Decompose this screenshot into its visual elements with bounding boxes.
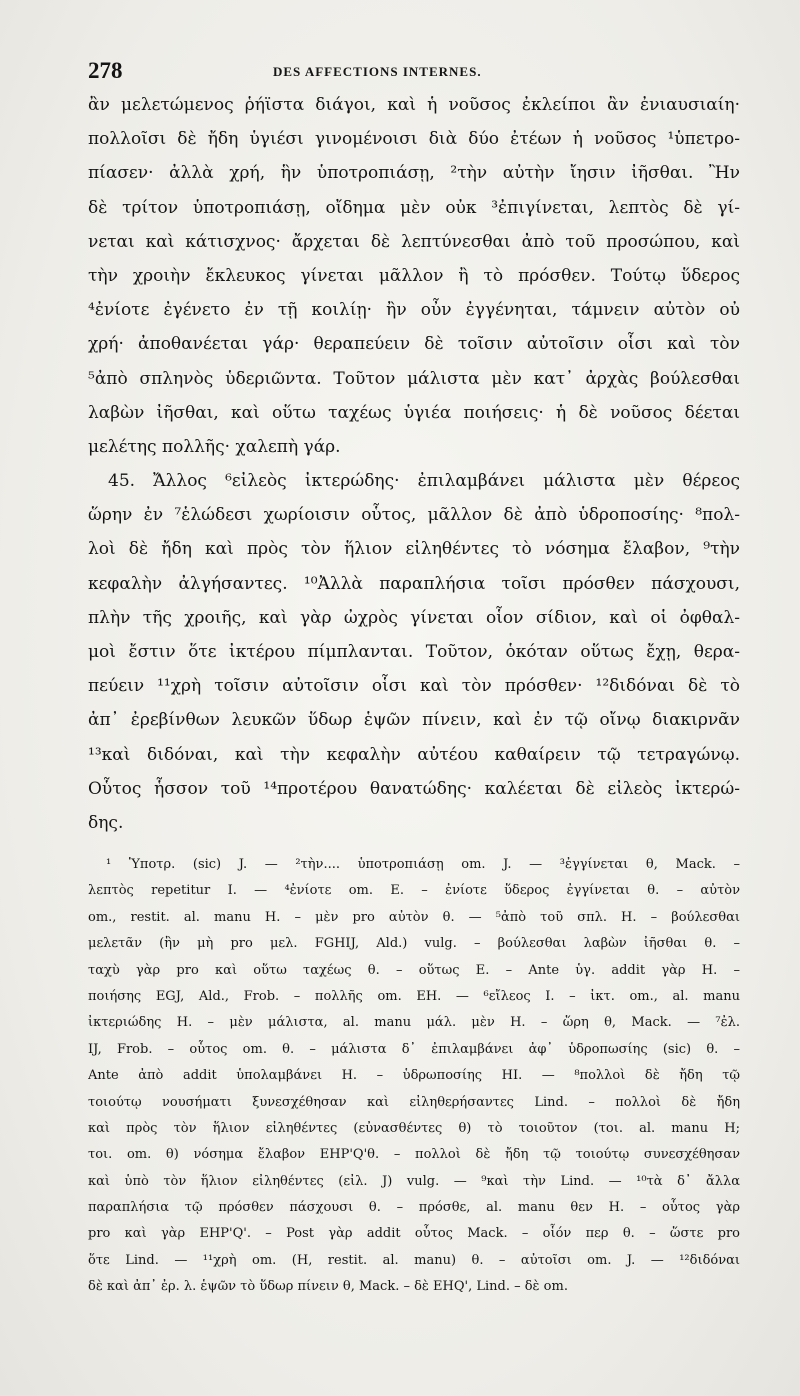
footnotes bbox=[88, 852, 740, 1301]
footnote-line: τοι. om. θ) νόσημα ἔλαβον EHP'Q'θ. – πολλοὶ δὲ ἤδη τῷ τοιούτῳ συνεσχέθησαν bbox=[88, 1147, 740, 1163]
text-line: πίασεν· ἀλλὰ χρή, ἣν ὑποτροπιάσῃ, ²τὴν αὐτὴν ἴησιν ἰῆσθαι. Ἢν bbox=[88, 163, 740, 184]
footnote-line: ἰκτεριώδης H. – μὲν μάλιστα, al. manu μάλ. μὲν H. – ὥρη θ, Mack. — ⁷ἐλ. bbox=[88, 1015, 740, 1031]
text-line: κεφαλὴν ἀλγήσαντες. ¹⁰Ἀλλὰ παραπλήσια τοῖσι πρόσθεν πάσχουσι, bbox=[88, 573, 740, 594]
text-line: τὴν χροιὴν ἔκλευκος γίνεται μᾶλλον ἢ τὸ πρόσθεν. Τούτῳ ὕδερος bbox=[88, 265, 740, 286]
text-line: πλὴν τῆς χροιῆς, καὶ γὰρ ὠχρὸς γίνεται οἷον σίδιον, καὶ οἱ ὀφθαλ- bbox=[88, 607, 740, 628]
text-line: ⁵ἀπὸ σπληνὸς ὑδεριῶντα. Τοῦτον μάλιστα μὲν κατ᾽ ἀρχὰς βούλεσθαι bbox=[88, 368, 740, 389]
text-line: μελέτης πολλῆς· χαλεπὴ γάρ. bbox=[88, 436, 341, 457]
footnote-line: Ante ἀπὸ addit ὑπολαμβάνει H. – ὑδρωποσίης HI. — ⁸πολλοὶ δὲ ἤδη τῷ bbox=[88, 1068, 740, 1084]
footnote-line: τοιούτῳ νουσήματι ξυνεσχέθησαν καὶ εἰληθερήσαντες Lind. – πολλοὶ δὲ ἤδη bbox=[88, 1094, 740, 1110]
text-line: πεύειν ¹¹χρὴ τοῖσιν αὐτοῖσιν οἷσι καὶ τὸν πρόσθεν· ¹²διδόναι δὲ τὸ bbox=[88, 676, 740, 697]
footnote-line: ¹ Ὑποτρ. (sic) J. — ²τὴν.... ὑποτροπιάσῃ om. J. — ³ἐγγίνεται θ, Mack. – bbox=[106, 857, 740, 872]
footnote-line: δὲ καὶ ἀπ᾽ ἐρ. λ. ἑψῶν τὸ ὕδωρ πίνειν θ, Mack. – δὲ EHQ', Lind. – δὲ om. bbox=[88, 1279, 568, 1295]
main-text bbox=[88, 88, 740, 840]
footnote-line: μελετᾶν (ἣν μὴ pro μελ. FGHIJ, Ald.) vulg. – βούλεσθαι λαβὼν ἰῆσθαι θ. – bbox=[88, 936, 740, 952]
text-line: πολλοῖσι δὲ ἤδη ὑγιέσι γινομένοισι διὰ δύο ἐτέων ἡ νοῦσος ¹ὑπετρο- bbox=[88, 129, 740, 150]
running-head: DES AFFECTIONS INTERNES. bbox=[273, 64, 482, 79]
text-line: δὲ τρίτον ὑποτροπιάσῃ, οἴδημα μὲν οὐκ ³ἐπιγίνεται, λεπτὸς δὲ γί- bbox=[88, 197, 740, 218]
text-line: ἂν μελετώμενος ῥήϊστα διάγοι, καὶ ἡ νοῦσος ἐκλείποι ἂν ἐνιαυσιαίη· bbox=[88, 95, 740, 115]
text-line: λοὶ δὲ ἤδη καὶ πρὸς τὸν ἥλιον εἰληθέντες τὸ νόσημα ἔλαβον, ⁹τὴν bbox=[88, 539, 740, 560]
page-header bbox=[88, 58, 748, 88]
text-line: ὥρην ἐν ⁷ἑλώδεσι χωρίοισιν οὗτος, μᾶλλον δὲ ἀπὸ ὑδροποσίης· ⁸πολ- bbox=[88, 505, 740, 526]
text-line: ἀπ᾽ ἐρεβίνθων λευκῶν ὕδωρ ἑψῶν πίνειν, καὶ ἐν τῷ οἴνῳ διακιρνᾶν bbox=[88, 710, 740, 731]
text-line: λαβὼν ἰῆσθαι, καὶ οὕτω ταχέως ὑγιέα ποιήσεις· ἡ δὲ νοῦσος δέεται bbox=[88, 402, 740, 423]
footnote-line: pro καὶ γὰρ EHP'Q'. – Post γὰρ addit οὗτος Mack. – οἷόν περ θ. – ὥστε pro bbox=[88, 1226, 740, 1242]
text-line: Οὗτος ἧσσον τοῦ ¹⁴προτέρου θανατώδης· καλέεται δὲ εἰλεὸς ἰκτερώ- bbox=[88, 778, 740, 799]
page-number: 278 bbox=[88, 58, 123, 83]
footnote-line: καὶ ὑπὸ τὸν ἥλιον εἰληθέντες (εἰλ. J) vulg. — ⁹καὶ τὴν Lind. — ¹⁰τὰ δ᾽ ἄλλα bbox=[88, 1173, 740, 1189]
text-line: δης. bbox=[88, 812, 124, 833]
footnote-line: om., restit. al. manu H. – μὲν pro αὐτὸν θ. — ⁵ἀπὸ τοῦ σπλ. H. – βούλεσθαι bbox=[88, 909, 740, 925]
footnote-line: λεπτὸς repetitur I. — ⁴ἐνίοτε om. E. – ἐνίοτε ὕδερος ἐγγίνεται θ. – αὐτὸν bbox=[88, 883, 740, 899]
footnote-line: ταχὺ γὰρ pro καὶ οὕτω ταχέως θ. – οὕτως E. – Ante ὑγ. addit γὰρ H. – bbox=[88, 962, 740, 978]
text-line: ⁴ἐνίοτε ἐγένετο ἐν τῇ κοιλίῃ· ἢν οὖν ἐγγένηται, τάμνειν αὐτὸν οὐ bbox=[88, 300, 740, 321]
footnote-line: καὶ πρὸς τὸν ἥλιον εἰληθέντες (εὐνασθέντες θ) τὸ τοιοῦτον (τοι. al. manu H; bbox=[88, 1120, 740, 1136]
footnote-line: παραπλήσια τῷ πρόσθεν πάσχουσι θ. – πρόσθε, al. manu θεν H. – οὗτος γὰρ bbox=[88, 1200, 740, 1216]
footnote-line: ποιήσης EGJ, Ald., Frob. – πολλῆς om. EH. — ⁶εἴλεος I. – ἰκτ. om., al. manu bbox=[88, 988, 740, 1004]
text-line: νεται καὶ κάτισχνος· ἄρχεται δὲ λεπτύνεσθαι ἀπὸ τοῦ προσώπου, καὶ bbox=[88, 231, 740, 252]
text-line: 45. Ἄλλος ⁶εἰλεὸς ἰκτερώδης· ἐπιλαμβάνει μάλιστα μὲν θέρεος bbox=[108, 471, 740, 492]
footnote-line: ὅτε Lind. — ¹¹χρὴ om. (H, restit. al. manu) θ. – αὐτοῖσι om. J. — ¹²διδόναι bbox=[88, 1252, 740, 1268]
text-line: χρή· ἀποθανέεται γάρ· θεραπεύειν δὲ τοῖσιν αὐτοῖσιν οἷσι καὶ τὸν bbox=[88, 334, 740, 355]
text-line: μοὶ ἔστιν ὅτε ἰκτέρου πίμπλανται. Τοῦτον, ὁκόταν οὕτως ἔχῃ, θερα- bbox=[88, 642, 740, 662]
text-line: ¹³καὶ διδόναι, καὶ τὴν κεφαλὴν αὐτέου καθαίρειν τῷ τετραγώνῳ. bbox=[88, 744, 740, 765]
footnote-line: IJ, Frob. – οὗτος om. θ. – μάλιστα δ᾽ ἐπιλαμβάνει ἀφ᾽ ὑδροπωσίης (sic) θ. – bbox=[88, 1041, 740, 1057]
